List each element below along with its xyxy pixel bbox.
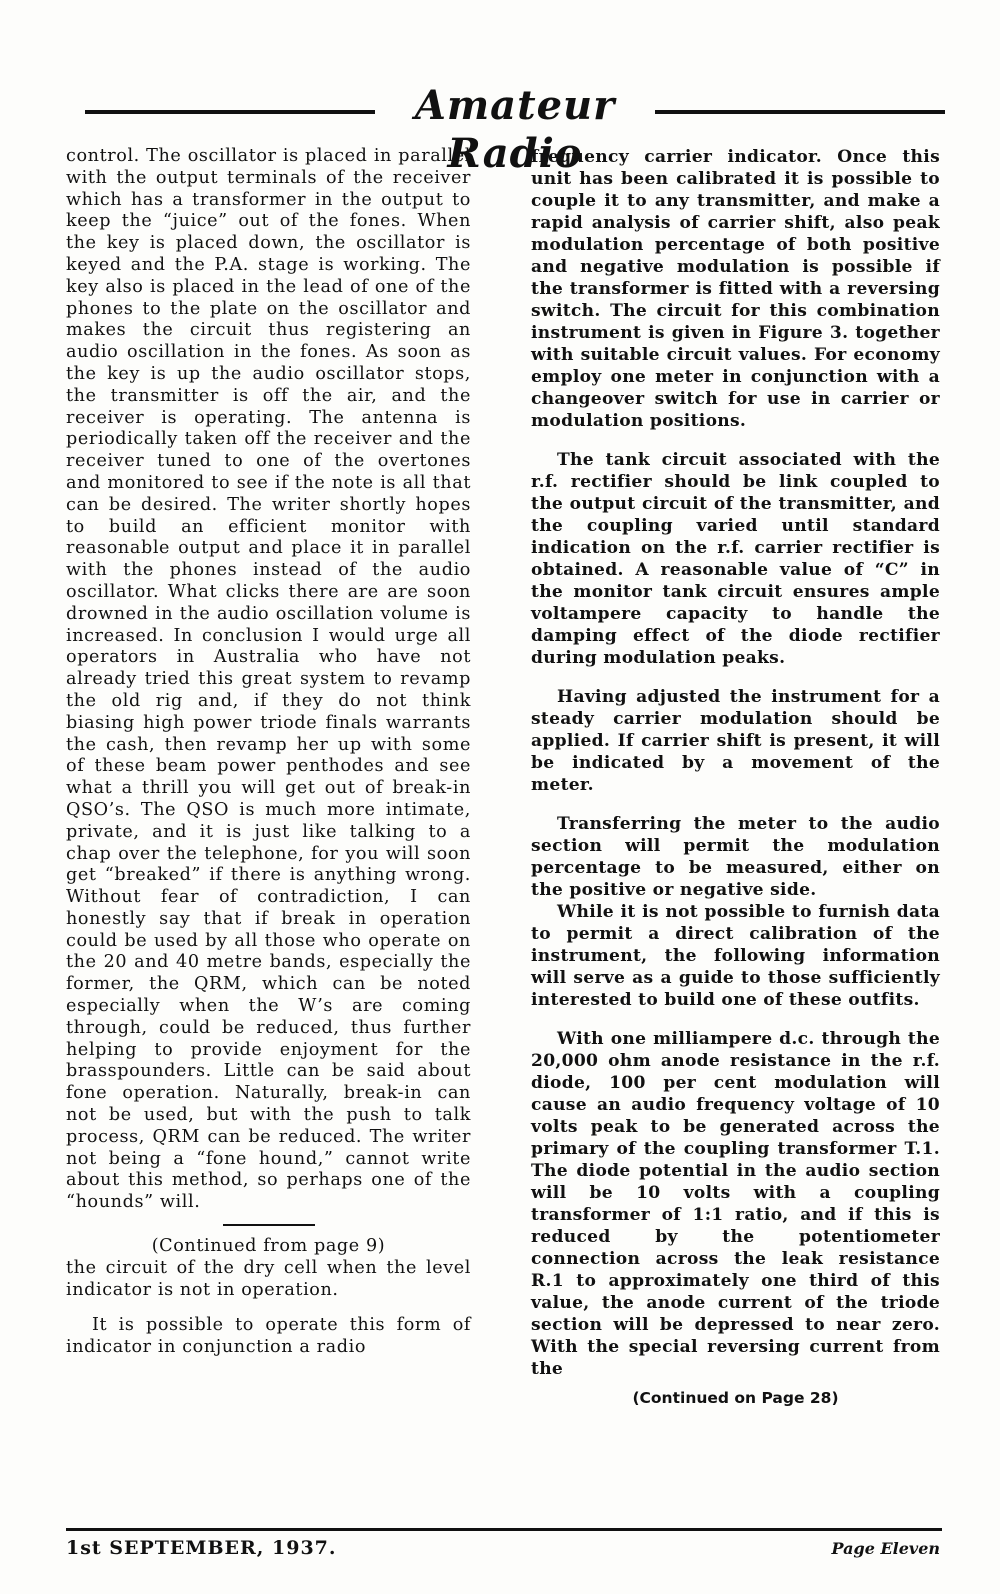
continued-on-note: (Continued on Page 28): [632, 1389, 839, 1407]
left-column: [66, 146, 471, 1359]
left-paragraph-2: the circuit of the dry cell when the level indicator is not in operation.: [66, 1257, 471, 1300]
masthead-rule-left: [85, 110, 385, 114]
page-number: Page Eleven: [831, 1539, 940, 1558]
right-column: [531, 146, 940, 1407]
left-paragraph-1: control. The oscillator is placed in parallel with the output terminals of the receiver which has a transformer in the output to keep the “juice” out of the fones. When the key is placed down, the oscillator is keyed and the P.A. stage is working. The key also is placed in the lead of one of the phones to the plate on the oscillator and makes the circuit thus registering an audio oscillation in the fones. As soon as the key is up the audio oscillator stops, the transmitter is off the air, and the receiver is operating. The antenna is periodically taken off the receiver and the receiver tuned to one of the overtones and monitored to see if the note is all that can be desired. The writer shortly hopes to build an efficient monitor with reasonable output and place it in parallel with the phones instead of the audio oscillator. What clicks there are are soon drowned in the audio oscillation volume is increased. In conclusion I would urge all operators in Australia who have not already tried this great system to revamp the old rig and, if they do not think biasing high power triode finals warrants the cash, then revamp her up with some of these beam power penthodes and see what a thrill you will get out of break-in QSO’s. The QSO is much more intimate, private, and it is just like talking to a chap over the telephone, for you will soon get “breaked” if there is anything wrong. Without fear of contradiction, I can honestly say that if break in operation could be used by all those who operate on the 20 and 40 metre bands, especially the former, the QRM, which can be noted especially when the W’s are coming through, could be reduced, thus further helping to provide enjoyment for the brasspounders. Little can be said about fone operation. Naturally, break-in can not be used, but with the push to talk process, QRM can be reduced. The writer not being a “fone hound,” cannot write about this method, so perhaps one of the “hounds” will.: [66, 146, 471, 1213]
masthead-title: Amateur Radio: [375, 82, 655, 178]
left-paragraph-3: It is possible to operate this form of indicator in conjunction a radio: [66, 1315, 471, 1358]
right-paragraph-3: Having adjusted the instrument for a steady carrier modulation should be applied. If carrier shift is present, it will be indicated by a movement of the meter.: [531, 687, 940, 795]
footer-rule: [66, 1528, 942, 1531]
right-paragraph-6: With one milliampere d.c. through the 20,000 ohm anode resistance in the r.f. diode, 100 per cent modulation will cause an audio frequency voltage of 10 volts peak to be generated across the primary of the coupling transformer T.1. The diode potential in the audio section will be 10 volts with a coupling transformer of 1:1 ratio, and if this is reduced by the potentiometer connection across the leak resistance R.1 to approximately one third of this value, the anode current of the triode section will be depressed to near zero. With the special reversing current from the: [531, 1029, 940, 1379]
masthead: [85, 82, 945, 177]
right-paragraph-5: While it is not possible to furnish data to permit a direct calibration of the instrument, the following information will serve as a guide to those sufficiently interested to build one of these outfits.: [531, 902, 940, 1010]
right-paragraph-4: Transferring the meter to the audio section will permit the modulation percentage to be measured, either on the positive or negative side.: [531, 814, 940, 900]
continued-from-heading: (Continued from page 9): [151, 1236, 386, 1257]
continuation-divider: [223, 1224, 315, 1226]
issue-date: 1st SEPTEMBER, 1937.: [66, 1537, 337, 1559]
right-paragraph-1: frequency carrier indicator. Once this unit has been calibrated it is possible to couple it to any transmitter, and make a rapid analysis of carrier shift, also peak modulation percentage of both positive and negative modulation is possible if the transformer is fitted with a reversing switch. The circuit for this combination instrument is given in Figure 3. together with suitable circuit values. For economy employ one meter in conjunction with a changeover switch for use in carrier or modulation positions.: [531, 147, 940, 431]
right-paragraph-2: The tank circuit associated with the r.f. rectifier should be link coupled to the output circuit of the transmitter, and the coupling varied until standard indication on the r.f. carrier rectifier is obtained. A reasonable value of “C” in the monitor tank circuit ensures ample voltampere capacity to handle the damping effect of the diode rectifier during modulation peaks.: [531, 450, 940, 668]
masthead-rule-right: [645, 110, 945, 114]
